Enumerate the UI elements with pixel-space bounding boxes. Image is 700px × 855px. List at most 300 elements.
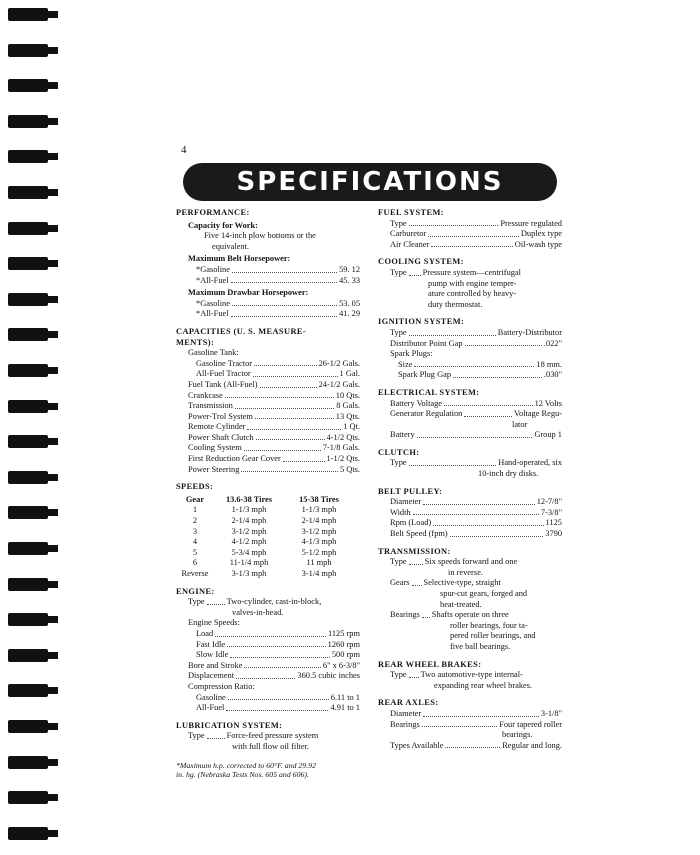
- table-cell: 3-1/4 mph: [301, 569, 337, 578]
- spec-label: Type: [390, 557, 407, 567]
- binding-ring: [8, 257, 58, 270]
- binding-tab: [46, 581, 58, 588]
- binding-tab: [46, 82, 58, 89]
- spec-row: [176, 359, 360, 370]
- leader-dots: [247, 429, 341, 430]
- spec-label: Bore and Stroke: [188, 660, 243, 670]
- section-title: CAPACITIES (U. S. MEASURE-: [176, 326, 307, 336]
- spec-label: All-Fuel Tractor: [196, 369, 251, 379]
- table-row: [176, 558, 360, 569]
- spec-row: [176, 299, 360, 310]
- table-cell: 11-1/4 mph: [229, 558, 269, 568]
- subheading: Gasoline Tank:: [188, 348, 239, 358]
- binding-hole: [8, 827, 48, 840]
- subheading: Spark Plugs:: [390, 349, 433, 359]
- spec-row: [176, 671, 360, 682]
- text-line: pump with engine temper-: [428, 278, 517, 288]
- spec-label: Generator Regulation: [390, 409, 463, 419]
- leader-dots: [231, 282, 337, 283]
- binding-tab: [46, 153, 58, 160]
- spec-row: [176, 276, 360, 287]
- spec-value: 13 Qts.: [335, 411, 360, 421]
- spec-label: Type: [188, 597, 205, 607]
- spec-label: *All-Fuel: [196, 275, 229, 285]
- table-row: [176, 548, 360, 559]
- spec-label: Gasoline: [196, 692, 226, 702]
- text-line: roller bearings, four ta-: [450, 620, 528, 630]
- table-row: [176, 527, 360, 538]
- left-column: [176, 208, 360, 780]
- spec-label: Bearings: [390, 610, 420, 620]
- table-row: [176, 537, 360, 548]
- spec-label: Displacement: [188, 671, 235, 681]
- binding-tab: [46, 260, 58, 267]
- spec-label: Air Cleaner: [390, 239, 430, 249]
- subheading: Maximum Drawbar Horsepower:: [188, 288, 309, 298]
- leader-dots: [409, 275, 421, 276]
- table-cell: 3: [192, 526, 198, 536]
- table-cell: 4: [192, 537, 198, 547]
- spec-value: 7-1/8 Gals.: [322, 443, 360, 453]
- spec-row: [378, 529, 562, 540]
- spec-row: [176, 629, 360, 640]
- table-cell: 11 mph: [306, 558, 332, 568]
- spec-label: Type: [390, 670, 407, 680]
- binding-ring: [8, 44, 58, 57]
- table-row: [176, 505, 360, 516]
- binding-hole: [8, 435, 48, 448]
- spec-value: 6" x 6-3/8": [322, 660, 360, 670]
- spec-label: Bearings: [390, 719, 420, 729]
- binding-tab: [46, 438, 58, 445]
- spec-value: Pressure regulated: [500, 218, 562, 228]
- binding-ring: [8, 79, 58, 92]
- spec-value: Oil-wash type: [514, 239, 562, 249]
- spec-value: Voltage Regu-: [514, 409, 562, 419]
- section-title: FUEL SYSTEM:: [378, 208, 444, 217]
- binding-ring: [8, 435, 58, 448]
- spec-label: Carburetor: [390, 229, 427, 239]
- section-title: IGNITION SYSTEM:: [378, 317, 465, 327]
- column-header: 15-38 Tires: [299, 494, 339, 504]
- leader-dots: [231, 316, 337, 317]
- spec-label: *Gasoline: [196, 264, 230, 274]
- spec-value: Two-cylinder, cast-in-block,: [226, 597, 322, 607]
- spec-row: [378, 670, 562, 681]
- text-line: ature controlled by heavy-: [428, 289, 517, 299]
- spec-value: Group 1: [534, 430, 562, 440]
- spec-row: [176, 401, 360, 412]
- text-line: heat-treated.: [440, 599, 482, 609]
- binding-ring: [8, 827, 58, 840]
- binding-hole: [8, 506, 48, 519]
- spec-label: Size: [398, 359, 413, 369]
- leader-dots: [244, 667, 320, 668]
- binding-ring: [8, 364, 58, 377]
- spec-value: Regular and long.: [502, 740, 562, 750]
- binding-ring: [8, 400, 58, 413]
- leader-dots: [423, 504, 535, 505]
- text-line: lator: [512, 419, 528, 429]
- section-title: SPEEDS:: [176, 482, 214, 492]
- binding-hole: [8, 791, 48, 804]
- binding-tab: [46, 403, 58, 410]
- spec-value: 26-1/2 Gals.: [318, 358, 360, 368]
- leader-dots: [453, 377, 542, 378]
- leader-dots: [423, 716, 539, 717]
- table-cell: 3-1/2 mph: [301, 526, 337, 536]
- binding-hole: [8, 720, 48, 733]
- leader-dots: [215, 636, 326, 637]
- table-row: [176, 516, 360, 527]
- table-cell: 4-1/2 mph: [231, 537, 267, 547]
- spec-value: 360.5 cubic inches: [297, 671, 360, 681]
- leader-dots: [422, 617, 430, 618]
- leader-dots: [283, 461, 325, 462]
- spec-row: [176, 597, 360, 608]
- binding-hole: [8, 471, 48, 484]
- footnote-line: *Maximum h.p. corrected to 60°F. and 29.92: [176, 760, 316, 770]
- spec-row: [378, 240, 562, 251]
- binding-hole: [8, 79, 48, 92]
- binding-hole: [8, 222, 48, 235]
- spec-row: [378, 557, 562, 568]
- binding-hole: [8, 115, 48, 128]
- leader-dots: [409, 465, 497, 466]
- spec-label: Type: [390, 458, 407, 468]
- spec-row: [176, 422, 360, 433]
- leader-dots: [465, 345, 542, 346]
- leader-dots: [256, 439, 325, 440]
- binding-hole: [8, 293, 48, 306]
- leader-dots: [417, 437, 533, 438]
- footnote: [176, 761, 360, 780]
- subheading: Maximum Belt Horsepower:: [188, 254, 291, 264]
- binding-ring: [8, 542, 58, 555]
- spec-row: [378, 458, 562, 469]
- spec-row: [378, 339, 562, 350]
- binding-tab: [46, 189, 58, 196]
- leader-dots: [260, 387, 317, 388]
- spec-value: .030": [543, 370, 562, 380]
- spec-value: 24-1/2 Gals.: [318, 379, 360, 389]
- leader-dots: [414, 366, 534, 367]
- section-title: BELT PULLEY:: [378, 486, 443, 496]
- spec-row: [378, 219, 562, 230]
- section-title: ELECTRICAL SYSTEM:: [378, 387, 480, 397]
- spec-row: [378, 508, 562, 519]
- specifications-banner: [183, 163, 557, 201]
- column-header: Gear: [185, 494, 205, 504]
- spec-value: 3790: [545, 529, 562, 539]
- section-title-cont: MENTS):: [176, 337, 215, 347]
- binding-tab: [46, 11, 58, 18]
- table-cell: 5-1/2 mph: [301, 547, 337, 557]
- text-line: pered roller bearings, and: [450, 631, 536, 641]
- spec-value: 18 mm.: [536, 359, 562, 369]
- binding-hole: [8, 328, 48, 341]
- binding-ring: [8, 720, 58, 733]
- page-number: 4: [181, 144, 187, 156]
- spec-value: 7-3/8": [540, 507, 562, 517]
- binding-ring: [8, 150, 58, 163]
- spec-row: [378, 430, 562, 441]
- binding-tab: [46, 794, 58, 801]
- leader-dots: [409, 335, 496, 336]
- binding-hole: [8, 578, 48, 591]
- spec-value: Selective-type, straight: [423, 578, 501, 588]
- spec-value: 59. 12: [339, 264, 360, 274]
- spec-value: Battery-Distributor: [497, 327, 562, 337]
- binding-hole: [8, 186, 48, 199]
- banner-title: SPECIFICATIONS: [236, 167, 504, 197]
- spec-value: 1-1/2 Qts.: [326, 454, 360, 464]
- binding-tab: [46, 545, 58, 552]
- leader-dots: [241, 471, 338, 472]
- section-title: TRANSMISSION:: [378, 546, 451, 556]
- text-line: duty thermostat.: [428, 299, 483, 309]
- binding-ring: [8, 222, 58, 235]
- footnote-line: in. hg. (Nebraska Tests Nos. 605 and 606).: [176, 770, 309, 780]
- text-line: five ball bearings.: [450, 641, 511, 651]
- spec-value: 1125: [545, 518, 562, 528]
- spec-label: Rpm (Load): [390, 518, 432, 528]
- spec-value: 4-1/2 Qts.: [326, 432, 360, 442]
- table-cell: 1-1/3 mph: [231, 505, 267, 515]
- spec-label: Gears: [390, 578, 410, 588]
- text-line: bearings.: [502, 730, 533, 740]
- spec-row: [176, 693, 360, 704]
- spec-value: 500 rpm: [331, 650, 360, 660]
- spec-row: [378, 409, 562, 420]
- spec-value: Duplex type: [520, 229, 562, 239]
- spec-value: 12 Volts: [534, 398, 562, 408]
- spec-row: [378, 518, 562, 529]
- leader-dots: [412, 585, 422, 586]
- binding-hole: [8, 44, 48, 57]
- spec-row: [378, 370, 562, 381]
- table-cell: 5-3/4 mph: [231, 547, 267, 557]
- leader-dots: [450, 536, 544, 537]
- subheading: Engine Speeds:: [188, 618, 240, 628]
- leader-dots: [445, 747, 500, 748]
- table-cell: 5: [192, 547, 198, 557]
- spec-value: 4.91 to 1: [330, 703, 360, 713]
- table-cell: 1: [192, 505, 198, 515]
- column-header: 13.6-38 Tires: [225, 494, 273, 504]
- text-line: Five 14-inch plow bottoms or the: [204, 231, 316, 241]
- spec-row: [176, 465, 360, 476]
- spec-value: 41. 29: [339, 309, 360, 319]
- leader-dots: [422, 726, 497, 727]
- spec-label: Diameter: [390, 708, 422, 718]
- text-line: with full flow oil filter.: [232, 741, 309, 751]
- spec-label: Type: [188, 731, 205, 741]
- binding-tab: [46, 509, 58, 516]
- spec-value: Hand-operated, six: [498, 458, 562, 468]
- spec-value: Force-feed pressure system: [226, 731, 319, 741]
- leader-dots: [230, 657, 330, 658]
- spec-row: [378, 229, 562, 240]
- spec-value: 1 Gal.: [339, 369, 360, 379]
- leader-dots: [409, 225, 499, 226]
- table-cell: Reverse: [181, 569, 209, 578]
- spec-label: *All-Fuel: [196, 309, 229, 319]
- spec-label: Cooling System: [188, 443, 242, 453]
- spec-label: All-Fuel: [196, 703, 225, 713]
- text-line: expanding rear wheel brakes.: [434, 680, 533, 690]
- spec-row: [378, 328, 562, 339]
- spec-label: Distributor Point Gap: [390, 338, 463, 348]
- section-title: PERFORMANCE:: [176, 208, 250, 217]
- leader-dots: [409, 564, 423, 565]
- binding-ring: [8, 684, 58, 697]
- binding-hole: [8, 400, 48, 413]
- spec-label: Fuel Tank (All-Fuel): [188, 379, 258, 389]
- spec-label: Type: [390, 327, 407, 337]
- table-cell: 6: [192, 558, 198, 568]
- binding-hole: [8, 364, 48, 377]
- leader-dots: [444, 405, 533, 406]
- binding-ring: [8, 578, 58, 591]
- spec-label: Gasoline Tractor: [196, 358, 253, 368]
- leader-dots: [409, 677, 419, 678]
- binding-ring: [8, 328, 58, 341]
- binding-ring: [8, 613, 58, 626]
- spec-label: Battery: [390, 430, 415, 440]
- spec-value: 5 Qts.: [339, 464, 360, 474]
- spec-label: Load: [196, 628, 214, 638]
- subheading: Capacity for Work:: [188, 220, 258, 230]
- spec-value: Six speeds forward and one: [424, 557, 518, 567]
- binding-hole: [8, 542, 48, 555]
- binding-tab: [46, 225, 58, 232]
- section-title: CLUTCH:: [378, 447, 420, 457]
- spec-row: [176, 454, 360, 465]
- leader-dots: [225, 397, 334, 398]
- spec-value: Four tapered roller: [499, 719, 562, 729]
- right-column: [378, 208, 562, 751]
- binding-tab: [46, 652, 58, 659]
- spec-label: Battery Voltage: [390, 398, 443, 408]
- leader-dots: [433, 525, 543, 526]
- spec-row: [378, 497, 562, 508]
- binding-tab: [46, 296, 58, 303]
- binding-ring: [8, 756, 58, 769]
- spec-value: 10 Qts.: [335, 390, 360, 400]
- leader-dots: [244, 450, 321, 451]
- section-title: REAR WHEEL BRAKES:: [378, 659, 482, 669]
- leader-dots: [464, 416, 512, 417]
- spec-row: [176, 309, 360, 320]
- leader-dots: [207, 738, 225, 739]
- text-line: 10-inch dry disks.: [478, 469, 539, 479]
- table-row: [176, 569, 360, 580]
- spec-row: [176, 391, 360, 402]
- spec-row: [378, 741, 562, 752]
- section-title: ENGINE:: [176, 586, 215, 596]
- text-line: spur-cut gears, forged and: [440, 589, 528, 598]
- spec-label: Type: [390, 267, 407, 277]
- spec-label: Fast Idle: [196, 639, 226, 649]
- spec-value: Shafts operate on three: [431, 610, 509, 620]
- binding-hole: [8, 613, 48, 626]
- spec-value: Pressure system—centrifugal: [422, 267, 522, 277]
- spec-label: Power Steering: [188, 464, 240, 474]
- spec-row: [176, 650, 360, 661]
- spec-label: Remote Cylinder: [188, 422, 246, 432]
- spec-label: Crankcase: [188, 390, 223, 400]
- spec-label: Spark Plug Gap: [398, 370, 452, 380]
- binding-ring: [8, 649, 58, 662]
- leader-dots: [227, 646, 326, 647]
- spec-row: [378, 709, 562, 720]
- spec-value: 6.11 to 1: [330, 692, 360, 702]
- section-title: COOLING SYSTEM:: [378, 257, 464, 267]
- binding-tab: [46, 118, 58, 125]
- table-cell: 1-1/3 mph: [301, 505, 337, 515]
- leader-dots: [236, 678, 295, 679]
- spec-row: [378, 360, 562, 371]
- leader-dots: [207, 604, 225, 605]
- spec-row: [378, 720, 562, 731]
- binding-ring: [8, 8, 58, 21]
- leader-dots: [431, 246, 512, 247]
- spec-label: Width: [390, 507, 411, 517]
- spec-label: Type: [390, 218, 407, 228]
- spec-value: Two automotive-type internal-: [420, 670, 523, 680]
- binding-hole: [8, 257, 48, 270]
- section-title: REAR AXLES:: [378, 698, 439, 708]
- leader-dots: [228, 699, 329, 700]
- binding-ring: [8, 791, 58, 804]
- spiral-binding: [0, 0, 60, 855]
- spec-value: 45. 33: [339, 275, 360, 285]
- spec-row: [176, 433, 360, 444]
- table-cell: 2: [192, 516, 198, 526]
- leader-dots: [232, 272, 337, 273]
- binding-ring: [8, 115, 58, 128]
- binding-tab: [46, 367, 58, 374]
- spec-row: [176, 412, 360, 423]
- spec-row: [378, 399, 562, 410]
- spec-row: [176, 443, 360, 454]
- spec-label: Transmission: [188, 401, 233, 411]
- table-cell: 2-1/4 mph: [231, 516, 267, 526]
- spec-row: [176, 661, 360, 672]
- spec-value: 1 Qt.: [343, 422, 360, 432]
- spec-label: First Reduction Gear Cover: [188, 454, 281, 464]
- binding-hole: [8, 150, 48, 163]
- spec-row: [378, 610, 562, 621]
- spec-label: Types Available: [390, 740, 444, 750]
- spec-row: [176, 640, 360, 651]
- binding-hole: [8, 756, 48, 769]
- spec-row: [176, 731, 360, 742]
- binding-tab: [46, 474, 58, 481]
- leader-dots: [413, 514, 539, 515]
- binding-tab: [46, 759, 58, 766]
- spec-label: Diameter: [390, 497, 422, 507]
- spec-row: [176, 380, 360, 391]
- leader-dots: [253, 376, 338, 377]
- leader-dots: [255, 418, 334, 419]
- binding-tab: [46, 331, 58, 338]
- binding-tab: [46, 830, 58, 837]
- leader-dots: [428, 236, 519, 237]
- spec-value: 12-7/8": [536, 497, 562, 507]
- binding-hole: [8, 8, 48, 21]
